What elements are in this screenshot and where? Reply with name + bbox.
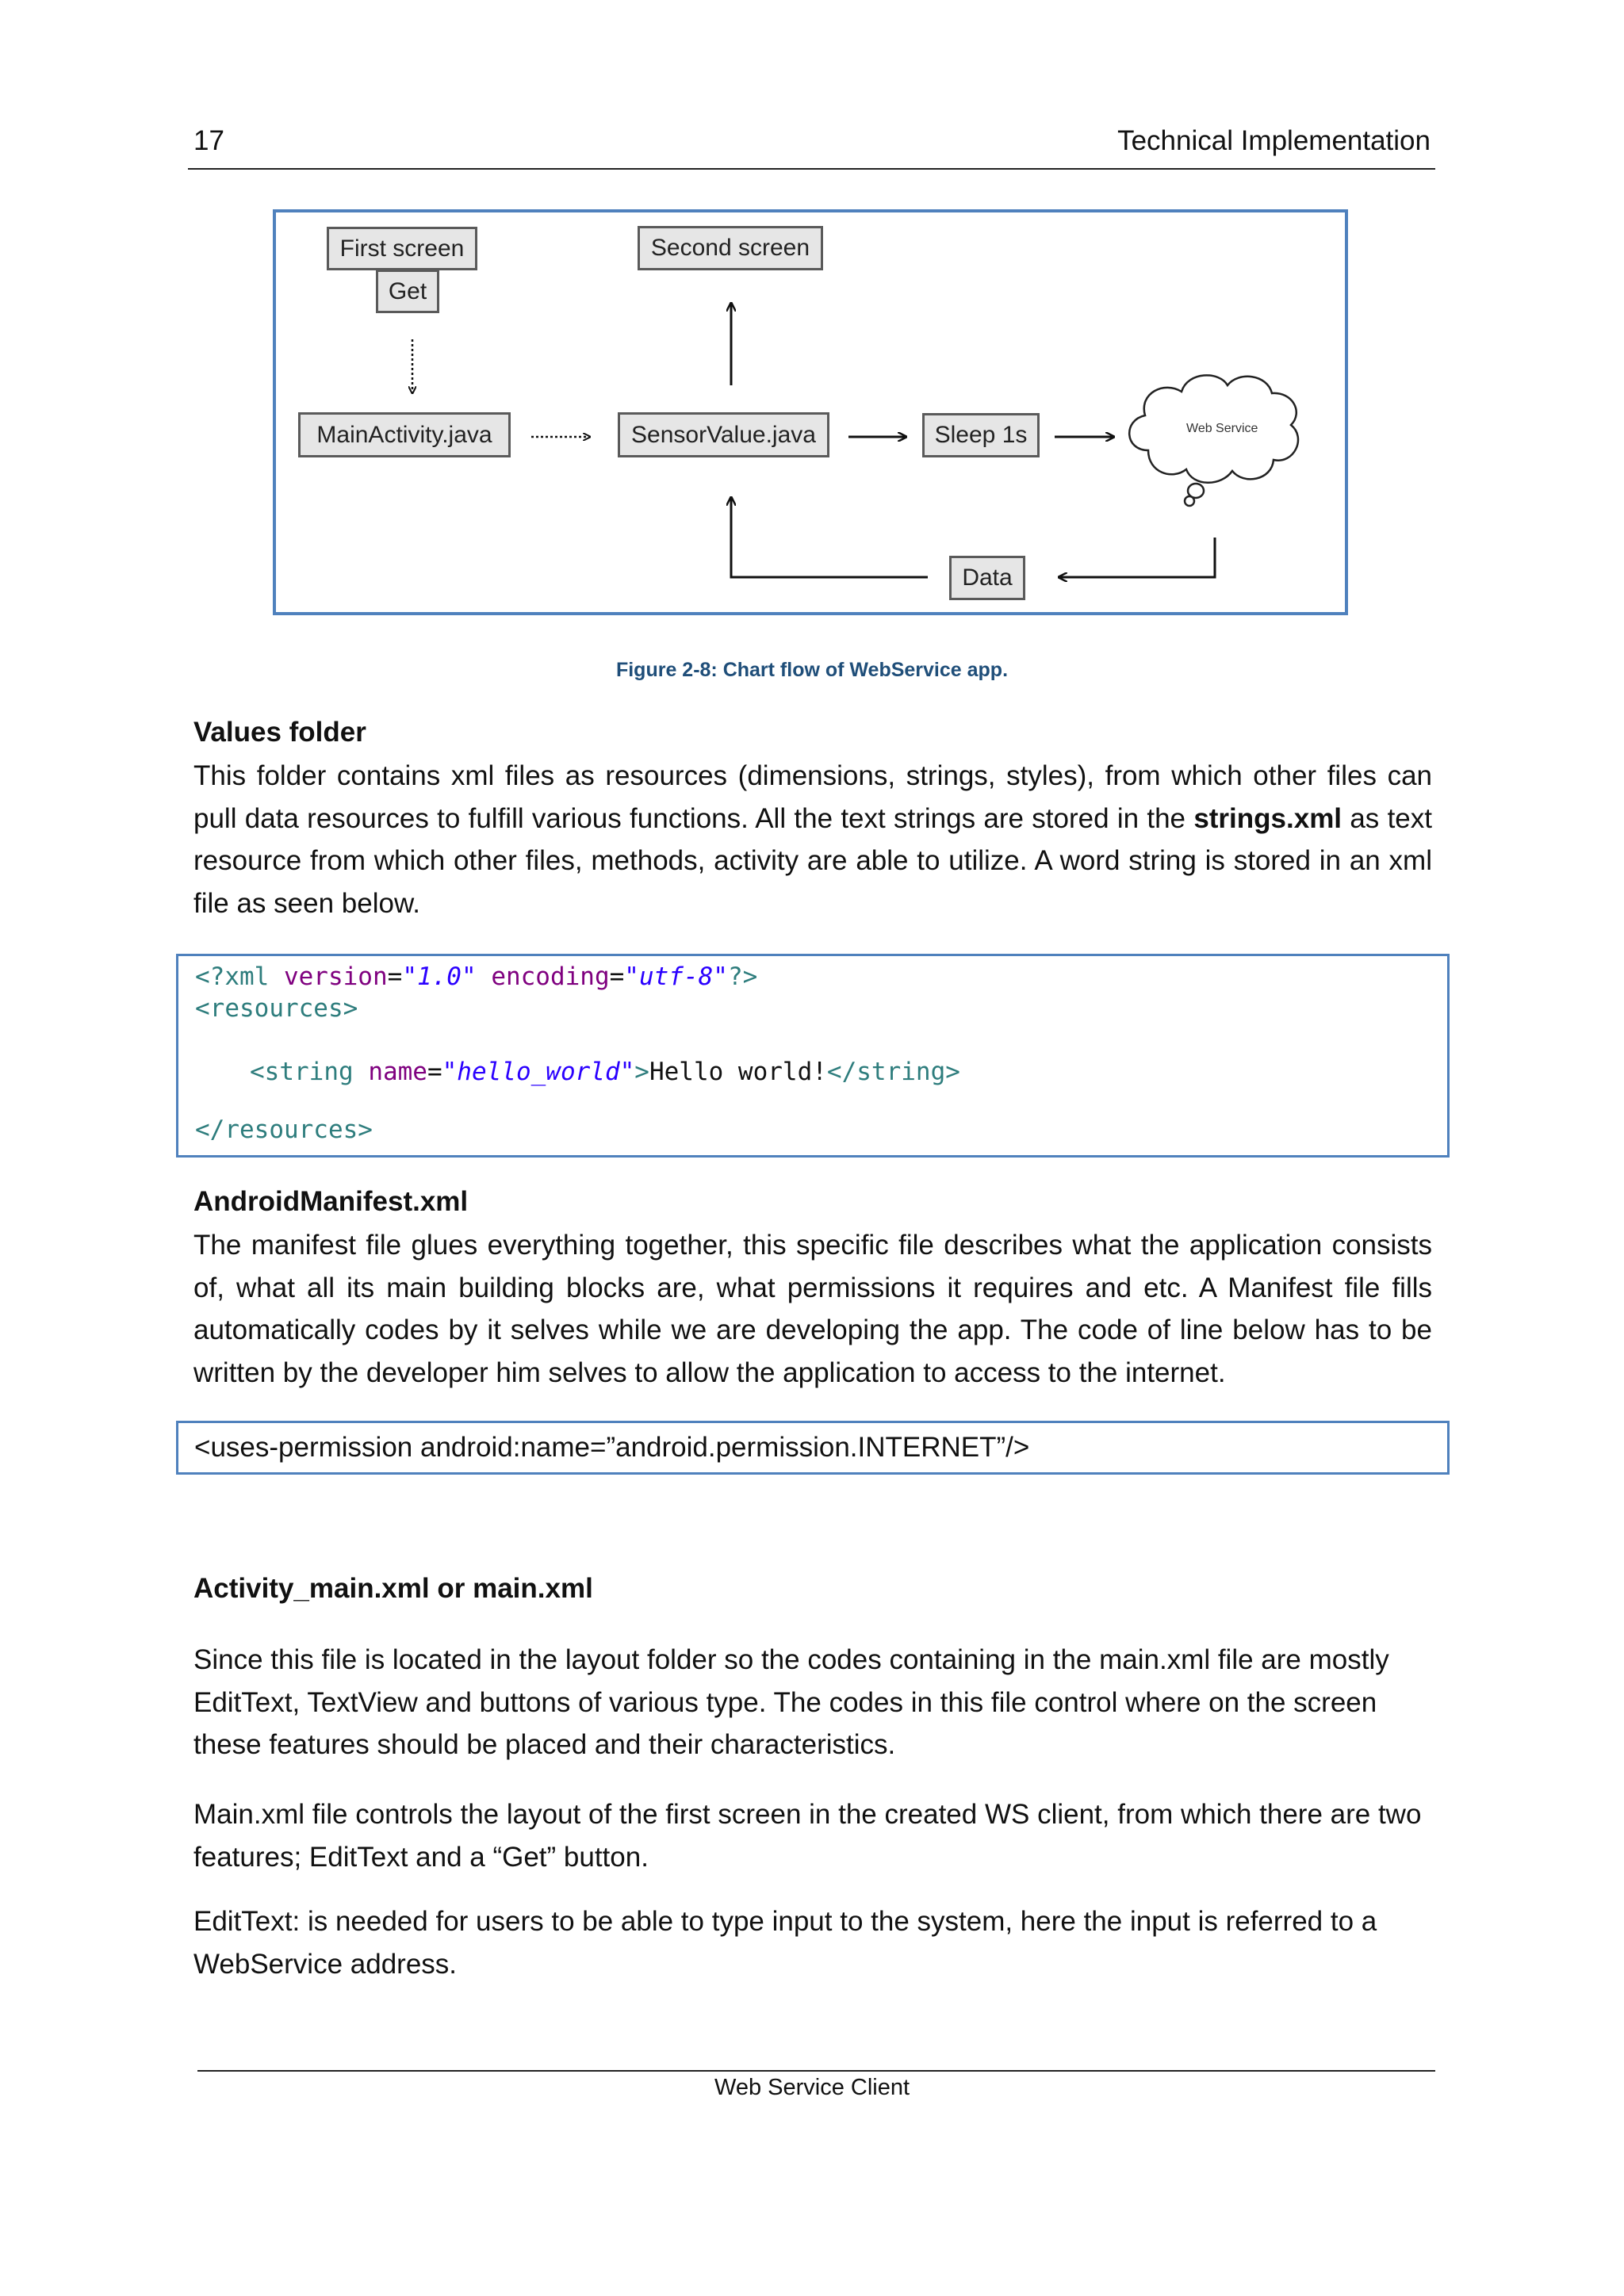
string-element-line: <string name="hello_world">Hello world!</string>: [250, 1058, 960, 1086]
sleep-box: Sleep 1s: [922, 413, 1040, 457]
first-screen-box: First screen: [327, 227, 477, 270]
second-screen-box: Second screen: [638, 226, 823, 270]
cloud-label: Web Service: [1186, 422, 1258, 435]
resources-open-line: <resources>: [195, 994, 358, 1023]
manifest-heading: AndroidManifest.xml: [193, 1186, 469, 1217]
xml-declaration-line: <?xml version="1.0" encoding="utf-8"?>: [195, 962, 758, 991]
get-box: Get: [376, 270, 439, 313]
activity-main-heading: Activity_main.xml or main.xml: [193, 1573, 593, 1604]
arrow-webservice-to-data: [1059, 538, 1215, 577]
manifest-paragraph: The manifest file glues everything together, this specific file describes what the application consists of, what all its main building blocks are, what permissions it requires and etc. A Manifest file fills automatically codes by it selves while we are developing the app. The code of line below has to be written by the developer him selves to allow the application to access to the internet.: [193, 1230, 1432, 1388]
header-rule: [188, 168, 1435, 170]
mainactivity-box: MainActivity.java: [298, 412, 511, 457]
strings-xml-term: strings.xml: [1193, 802, 1342, 834]
main-xml-paragraph-1: Since this file is located in the layout folder so the codes containing in the main.xml file are mostly EditText, TextView and buttons of various type. The codes in this file control where on the screen these features should be placed and their characteristics.: [193, 1644, 1389, 1760]
values-folder-heading: Values folder: [193, 717, 366, 748]
resources-close-line: </resources>: [195, 1115, 373, 1144]
footer-rule: [197, 2070, 1435, 2072]
web-service-cloud-icon: [1129, 375, 1298, 506]
footer-text: Web Service Client: [714, 2075, 910, 2100]
data-box: Data: [949, 556, 1025, 600]
flowchart-figure: [273, 209, 1348, 615]
page-number: 17: [193, 125, 224, 156]
figure-caption: Figure 2-8: Chart flow of WebService app.: [615, 659, 1009, 681]
xml-code-box: [176, 954, 1450, 1158]
running-header-title: Technical Implementation: [1117, 125, 1431, 156]
sensorvalue-box: SensorValue.java: [618, 412, 829, 457]
values-folder-paragraph: This folder contains xml files as resources (dimensions, strings, styles), from which other files can pull data resources to fulfill various functions. All the text strings are stored in the strings.xml as text resource from which other files, methods, activity are able to utilize. A word string is stored in an xml file as seen below.: [193, 760, 1433, 919]
arrow-data-to-sensorvalue: [731, 498, 928, 577]
main-xml-paragraph-2: Main.xml file controls the layout of the first screen in the created WS client, from which there are two features; EditText and a “Get” button.: [193, 1799, 1422, 1873]
main-xml-paragraph-3: EditText: is needed for users to be able to type input to the system, here the input is referred to a WebService address.: [193, 1906, 1377, 1980]
permission-code-box: <uses-permission android:name=”android.permission.INTERNET”/>: [176, 1421, 1450, 1475]
